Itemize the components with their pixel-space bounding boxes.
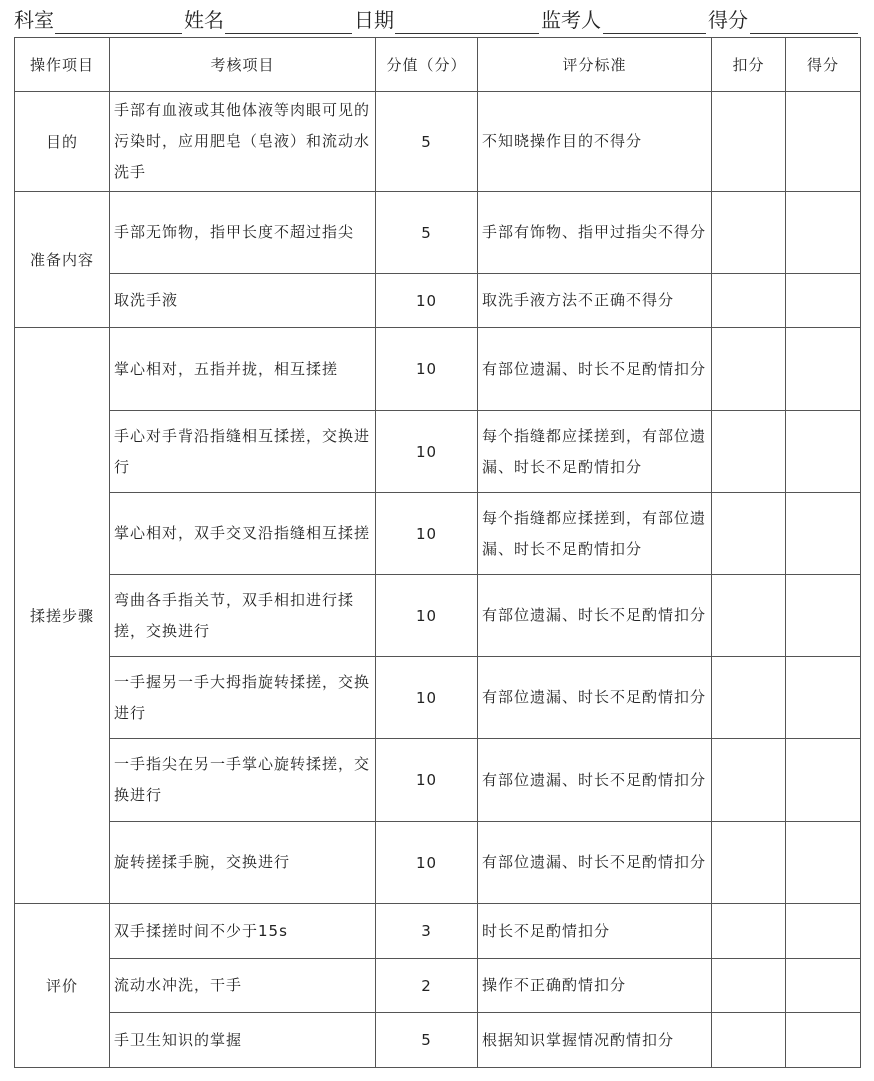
score-cell[interactable] [786,192,861,274]
table-row [15,493,861,575]
assessment-item: 掌心相对，五指并拢，相互揉搓 [110,328,376,411]
assessment-item: 旋转搓揉手腕，交换进行 [110,822,376,904]
hand-hygiene-assessment-table [14,37,861,1068]
table-row [15,92,861,192]
examiner-label: 监考人 [541,8,601,32]
scoring-criteria: 根据知识掌握情况酌情扣分 [478,1013,712,1068]
column-header: 得分 [786,38,861,92]
score-cell[interactable] [786,575,861,657]
department-field[interactable] [55,33,182,34]
score-cell[interactable] [786,328,861,411]
scoring-criteria: 手部有饰物、指甲过指尖不得分 [478,192,712,274]
column-header: 分值（分） [376,38,478,92]
score-value: 5 [376,1013,478,1068]
score-value: 10 [376,493,478,575]
column-header: 扣分 [712,38,786,92]
table-row [15,328,861,411]
assessment-item: 流动水冲洗，干手 [110,959,376,1013]
score-value: 10 [376,657,478,739]
scoring-criteria: 有部位遗漏、时长不足酌情扣分 [478,657,712,739]
column-header: 考核项目 [110,38,376,92]
scoring-criteria: 操作不正确酌情扣分 [478,959,712,1013]
assessment-item: 手卫生知识的掌握 [110,1013,376,1068]
table-row [15,959,861,1013]
score-cell[interactable] [786,739,861,822]
assessment-item: 弯曲各手指关节，双手相扣进行揉搓，交换进行 [110,575,376,657]
assessment-item: 取洗手液 [110,274,376,328]
date-field[interactable] [395,33,539,34]
scoring-criteria: 每个指缝都应揉搓到，有部位遗漏、时长不足酌情扣分 [478,493,712,575]
score-value: 2 [376,959,478,1013]
deduction-cell[interactable] [712,274,786,328]
deduction-cell[interactable] [712,411,786,493]
score-value: 10 [376,822,478,904]
table-row [15,822,861,904]
scoring-criteria: 有部位遗漏、时长不足酌情扣分 [478,328,712,411]
assessment-item: 一手握另一手大拇指旋转揉搓，交换进行 [110,657,376,739]
deduction-cell[interactable] [712,1013,786,1068]
deduction-cell[interactable] [712,739,786,822]
name-label: 姓名 [184,8,224,32]
score-value: 10 [376,411,478,493]
section-category: 准备内容 [15,192,110,328]
scoring-criteria: 不知晓操作目的不得分 [478,92,712,192]
assessment-item: 手心对手背沿指缝相互揉搓，交换进行 [110,411,376,493]
score-value: 5 [376,192,478,274]
scoring-criteria: 每个指缝都应揉搓到，有部位遗漏、时长不足酌情扣分 [478,411,712,493]
score-cell[interactable] [786,493,861,575]
total-score-field[interactable] [750,33,858,34]
examiner-field[interactable] [603,33,706,34]
assessment-item: 手部有血液或其他体液等肉眼可见的污染时，应用肥皂（皂液）和流动水洗手 [110,92,376,192]
score-cell[interactable] [786,1013,861,1068]
deduction-cell[interactable] [712,959,786,1013]
score-value: 10 [376,274,478,328]
deduction-cell[interactable] [712,822,786,904]
score-cell[interactable] [786,92,861,192]
assessment-item: 手部无饰物，指甲长度不超过指尖 [110,192,376,274]
score-cell[interactable] [786,411,861,493]
score-cell[interactable] [786,904,861,959]
name-field[interactable] [225,33,352,34]
total-score-label: 得分 [708,8,748,32]
scoring-criteria: 取洗手液方法不正确不得分 [478,274,712,328]
table-header-row [15,38,861,92]
column-header: 评分标准 [478,38,712,92]
score-cell[interactable] [786,959,861,1013]
section-category: 揉搓步骤 [15,328,110,904]
table-row [15,192,861,274]
form-header [14,6,860,34]
deduction-cell[interactable] [712,575,786,657]
scoring-criteria: 有部位遗漏、时长不足酌情扣分 [478,739,712,822]
table-row [15,411,861,493]
department-label: 科室 [14,8,54,32]
scoring-criteria: 有部位遗漏、时长不足酌情扣分 [478,575,712,657]
deduction-cell[interactable] [712,192,786,274]
table-row [15,739,861,822]
date-label: 日期 [354,8,394,32]
score-cell[interactable] [786,657,861,739]
table-row [15,274,861,328]
score-value: 10 [376,575,478,657]
column-header: 操作项目 [15,38,110,92]
section-category: 目的 [15,92,110,192]
score-cell[interactable] [786,822,861,904]
deduction-cell[interactable] [712,92,786,192]
table-row [15,575,861,657]
score-cell[interactable] [786,274,861,328]
score-value: 5 [376,92,478,192]
score-value: 3 [376,904,478,959]
score-value: 10 [376,328,478,411]
section-category: 评价 [15,904,110,1068]
table-row [15,657,861,739]
deduction-cell[interactable] [712,328,786,411]
scoring-criteria: 时长不足酌情扣分 [478,904,712,959]
scoring-criteria: 有部位遗漏、时长不足酌情扣分 [478,822,712,904]
assessment-item: 一手指尖在另一手掌心旋转揉搓，交换进行 [110,739,376,822]
deduction-cell[interactable] [712,657,786,739]
deduction-cell[interactable] [712,904,786,959]
table-row [15,1013,861,1068]
deduction-cell[interactable] [712,493,786,575]
score-value: 10 [376,739,478,822]
table-row [15,904,861,959]
assessment-item: 掌心相对，双手交叉沿指缝相互揉搓 [110,493,376,575]
assessment-item: 双手揉搓时间不少于15s [110,904,376,959]
